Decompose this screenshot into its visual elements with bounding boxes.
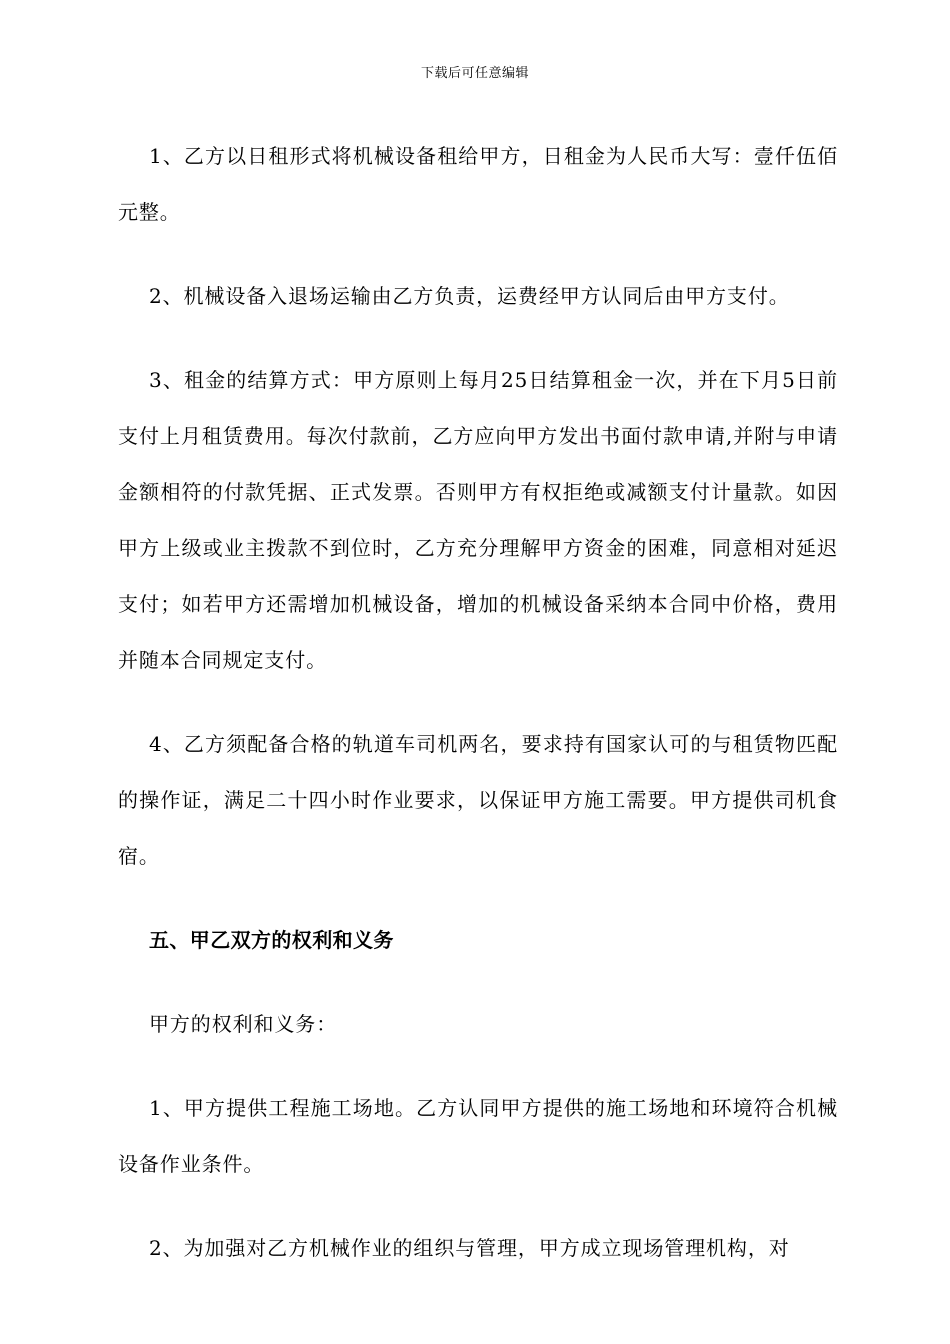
clause-4-drivers: 4、乙方须配备合格的轨道车司机两名，要求持有国家认可的与租赁物匹配的操作证，满足二十四小时作业要求，以保证甲方施工需要。甲方提供司机食宿。 xyxy=(118,732,838,868)
page-header-note: 下载后可任意编辑 xyxy=(420,66,529,81)
clause-2-transport: 2、机械设备入退场运输由乙方负责，运费经甲方认同后由甲方支付。 xyxy=(149,284,790,308)
clause-3-settlement: 3、租金的结算方式：甲方原则上每月25日结算租金一次，并在下月5日前支付上月租赁费用。每次付款前，乙方应向甲方发出书面付款申请,并附与申请金额相符的付款凭据、正式发票。否则甲方有权拒绝或减额支付计量款。如因甲方上级或业主拨款不到位时，乙方充分理解甲方资金的困难，同意相对延迟支付；如若甲方还需增加机械设备，增加的机械设备采纳本合同中价格，费用并随本合同规定支付。 xyxy=(118,368,838,672)
party-a-clause-2: 2、为加强对乙方机械作业的组织与管理，甲方成立现场管理机构，对 xyxy=(149,1236,790,1260)
party-a-clause-1: 1、甲方提供工程施工场地。乙方认同甲方提供的施工场地和环境符合机械设备作业条件。 xyxy=(118,1096,838,1176)
document-body xyxy=(118,128,838,1304)
party-a-subheading: 甲方的权利和义务： xyxy=(149,1012,338,1036)
section-heading-rights-obligations: 五、甲乙双方的权利和义务 xyxy=(149,928,394,952)
clause-1-daily-rent: 1、乙方以日租形式将机械设备租给甲方，日租金为人民币大写：壹仟伍佰元整。 xyxy=(118,144,838,224)
